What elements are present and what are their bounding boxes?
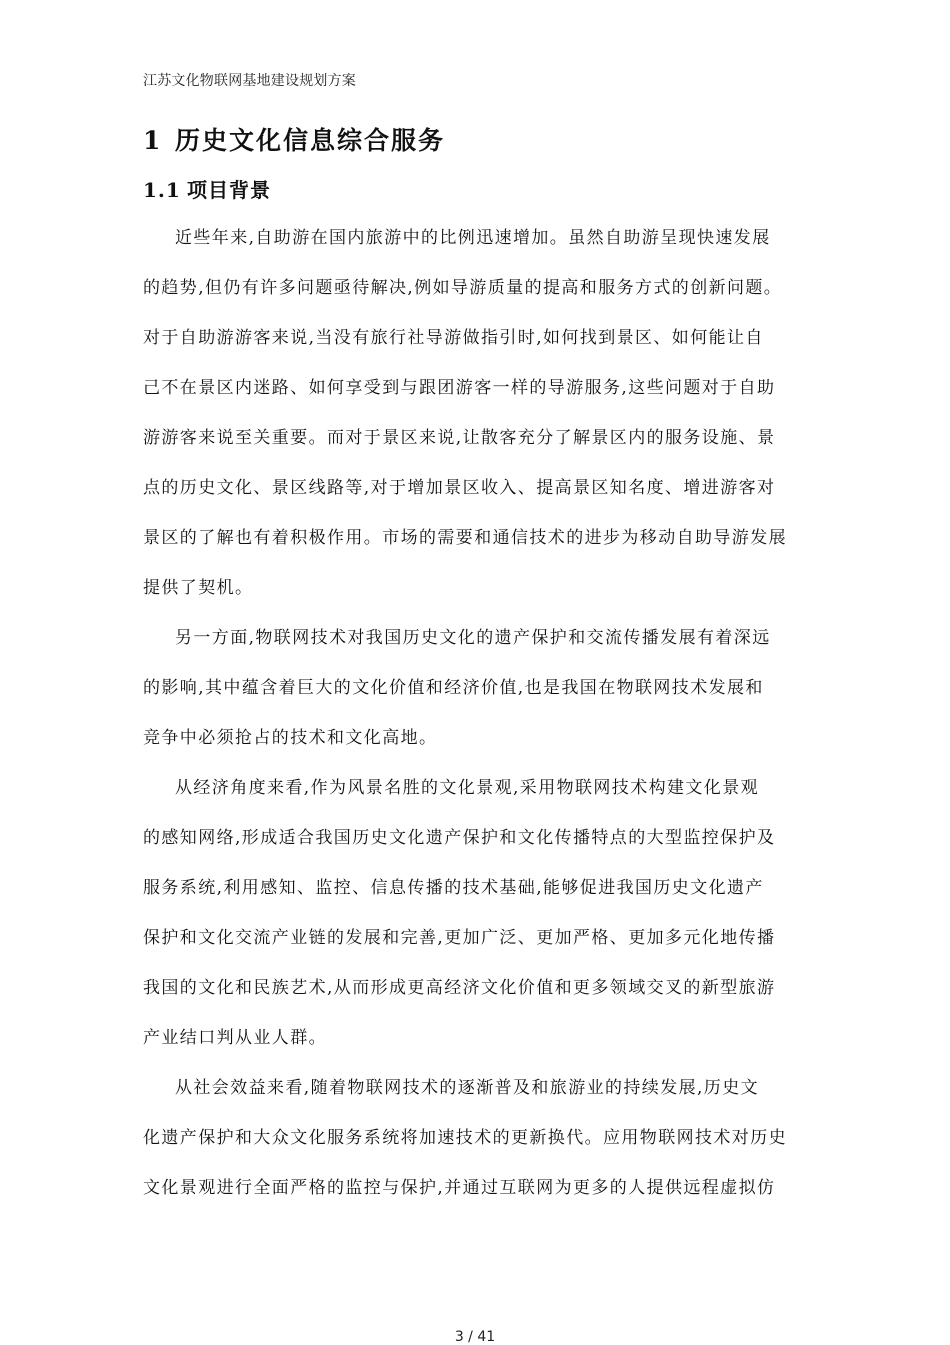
paragraph-line: 的感知网络,形成适合我国历史文化遗产保护和文化传播特点的大型监控保护及 <box>143 828 776 848</box>
paragraph-line: 文化景观进行全面严格的监控与保护,并通过互联网为更多的人提供远程虚拟仿 <box>143 1178 776 1198</box>
subsection-number: 1.1 <box>143 178 181 202</box>
paragraph-line: 我国的文化和民族艺术,从而形成更高经济文化价值和更多领域交叉的新型旅游 <box>143 978 776 998</box>
running-header: 江苏文化物联网基地建设规划方案 <box>143 73 356 89</box>
page-number: 3 / 41 <box>454 1329 496 1345</box>
paragraph-line: 从社会效益来看,随着物联网技术的逐渐普及和旅游业的持续发展,历史文 <box>175 1078 760 1098</box>
paragraph-line: 从经济角度来看,作为风景名胜的文化景观,采用物联网技术构建文化景观 <box>175 778 760 798</box>
paragraph-line: 对于自助游游客来说,当没有旅行社导游做指引时,如何找到景区、如何能让自 <box>143 328 764 348</box>
section-number: 1 <box>143 126 163 155</box>
paragraph-line: 的趋势,但仍有许多问题亟待解决,例如导游质量的提高和服务方式的创新问题。 <box>143 278 783 298</box>
paragraph-line: 的影响,其中蕴含着巨大的文化价值和经济价值,也是我国在物联网技术发展和 <box>143 678 764 698</box>
body-text <box>143 224 815 1224</box>
paragraph-line: 提供了契机。 <box>143 578 254 598</box>
subsection-heading <box>143 174 271 203</box>
section-heading <box>143 121 445 157</box>
paragraph-line: 景区的了解也有着积极作用。市场的需要和通信技术的进步为移动自助导游发展 <box>143 528 787 548</box>
paragraph-line: 产业结口判从业人群。 <box>143 1028 327 1048</box>
paragraph-line: 另一方面,物联网技术对我国历史文化的遗产保护和交流传播发展有着深远 <box>175 628 771 648</box>
paragraph-line: 保护和文化交流产业链的发展和完善,更加广泛、更加严格、更加多元化地传播 <box>143 928 776 948</box>
section-title: 历史文化信息综合服务 <box>175 126 446 155</box>
paragraph-line: 竞争中必须抢占的技术和文化高地。 <box>143 728 438 748</box>
paragraph-line: 近些年来,自助游在国内旅游中的比例迅速增加。虽然自助游呈现快速发展 <box>175 228 771 248</box>
subsection-title: 项目背景 <box>187 178 271 202</box>
paragraph-line: 化遗产保护和大众文化服务系统将加速技术的更新换代。应用物联网技术对历史 <box>143 1128 787 1148</box>
paragraph-line: 服务系统,利用感知、监控、信息传播的技术基础,能够促进我国历史文化遗产 <box>143 878 764 898</box>
paragraph-line: 点的历史文化、景区线路等,对于增加景区收入、提高景区知名度、增进游客对 <box>143 478 776 498</box>
paragraph-line: 游游客来说至关重要。而对于景区来说,让散客充分了解景区内的服务设施、景 <box>143 428 776 448</box>
paragraph-line: 己不在景区内迷路、如何享受到与跟团游客一样的导游服务,这些问题对于自助 <box>143 378 776 398</box>
